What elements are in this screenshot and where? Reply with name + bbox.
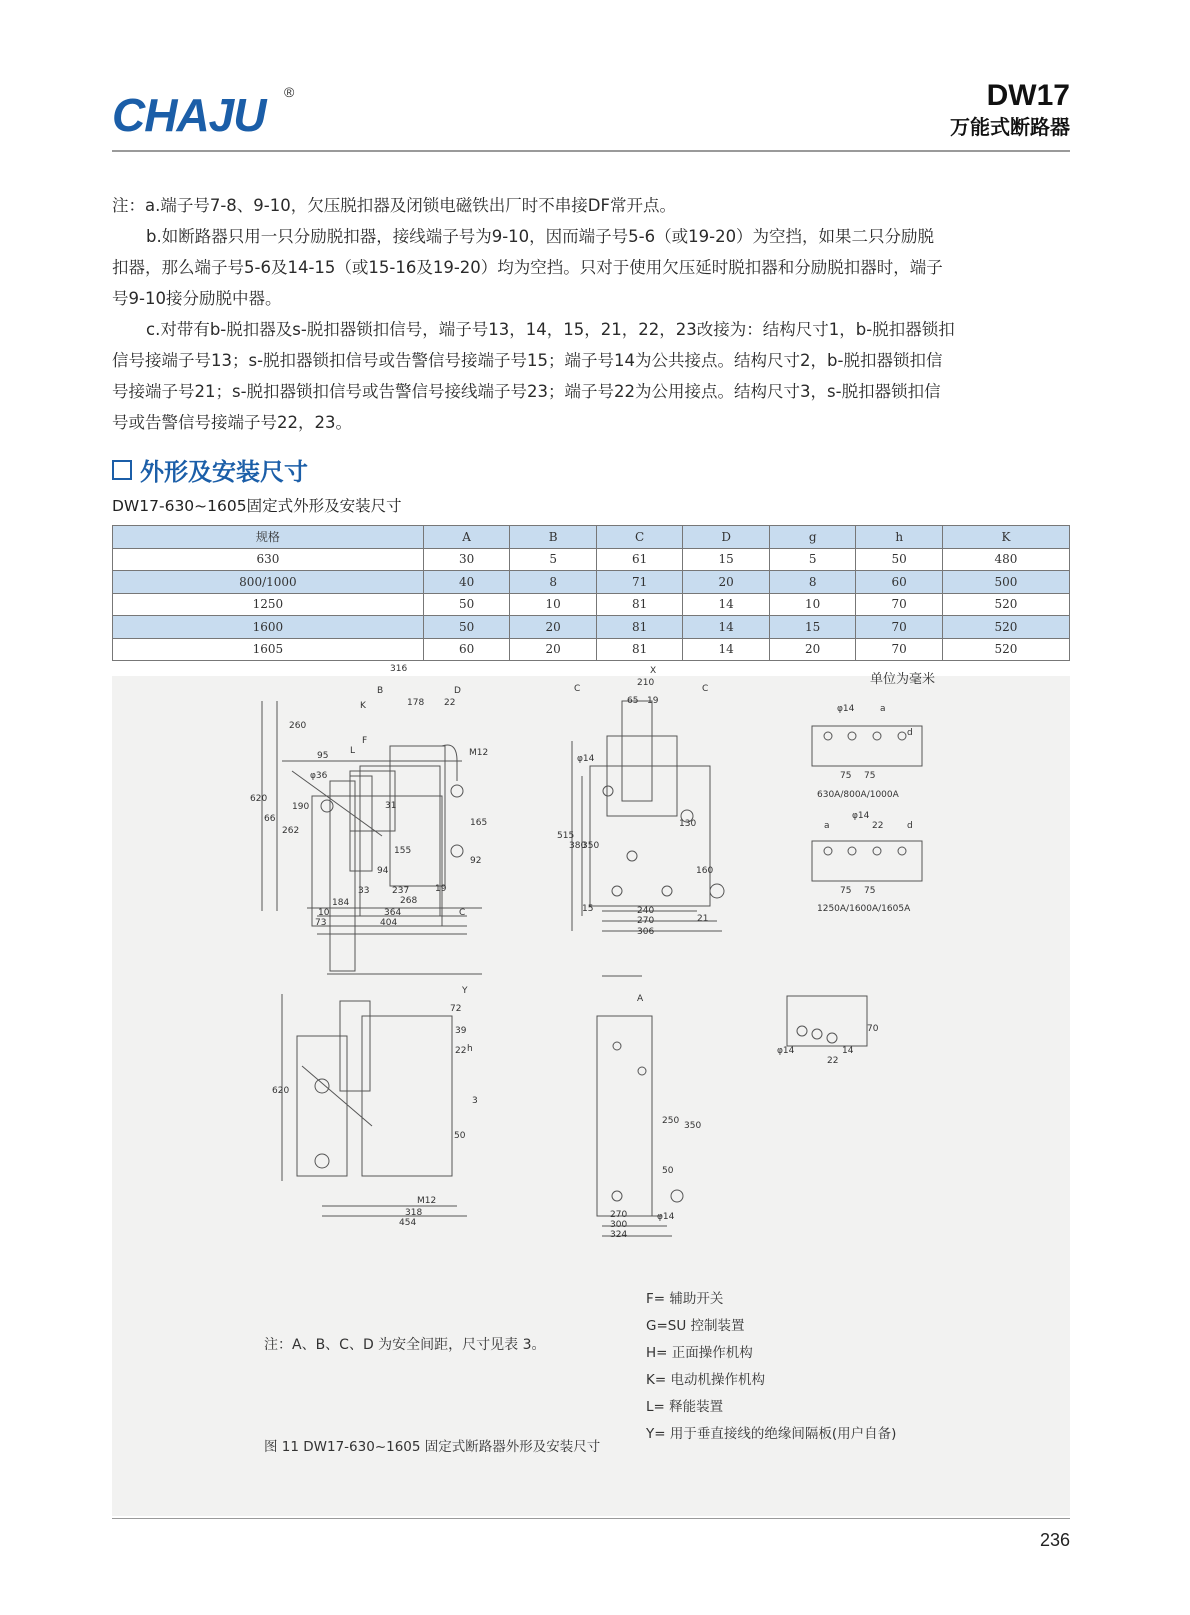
drawing-outline [873,732,881,740]
table-header-cell: B [510,526,597,549]
dim-label: 22 [872,821,884,831]
diameter-label: φ14 [657,1212,675,1222]
table-row [113,548,1070,571]
dim-label: 72 [450,1004,462,1014]
dimensions-table [112,525,1070,661]
dim-label: 22 [827,1056,839,1066]
table-cell: 10 [769,593,856,616]
table-cell: 60 [856,571,943,594]
dim-label: 50 [662,1166,674,1176]
terminal-variant-label: 630A/800A/1000A [817,790,899,800]
table-cell: 30 [423,548,510,571]
legend-item: Y= 用于垂直接线的绝缘间隔板(用户自备) [646,1426,897,1442]
table-cell: 50 [423,616,510,639]
table-row [113,638,1070,661]
table-header-cell: h [856,526,943,549]
dim-label: 15 [582,904,594,914]
dim-label: 350 [582,841,600,851]
dim-label: 75 [840,771,852,781]
figure-note: 注：A、B、C、D 为安全间距，尺寸见表 3。 [264,1337,546,1353]
table-header-cell: A [423,526,510,549]
drawing-outline [638,1067,646,1075]
drawing-outline [350,776,372,871]
legend-item: G=SU 控制装置 [646,1318,745,1334]
table-cell: 630 [113,548,424,571]
table-cell: 50 [856,548,943,571]
drawing-outline [597,1016,652,1216]
drawing-outline [848,847,856,855]
table-cell: 20 [510,638,597,661]
table-header-cell: g [769,526,856,549]
dim-label: 66 [264,814,276,824]
table-cell: 14 [683,616,770,639]
drawing-outline [812,1029,822,1039]
registered-mark: ® [284,84,295,100]
table-row [113,593,1070,616]
drawing-letter: a [824,821,830,831]
drawing-letter: L [350,746,356,756]
drawing-outline [315,1079,329,1093]
drawing-outline [627,851,637,861]
drawing-outline [330,781,355,971]
dim-label: 380 [569,841,587,851]
dim-label: 404 [380,918,398,928]
table-cell: 20 [683,571,770,594]
dim-label: 210 [637,678,655,688]
dim-label: 316 [390,664,408,674]
note-b-line3: 号9-10接分励脱中器。 [112,289,282,308]
notes-block [112,190,1070,438]
drawing-outline [824,732,832,740]
table-cell: 500 [942,571,1069,594]
dim-label: 324 [610,1230,628,1240]
drawing-letter: C [702,684,709,694]
drawing-letter: K [360,701,366,711]
legend-item: H= 正面操作机构 [646,1345,753,1361]
dim-label: 3 [472,1096,478,1106]
dim-label: 178 [407,698,425,708]
drawing-outline [340,1001,370,1091]
table-cell: 50 [423,593,510,616]
drawing-outline [662,886,672,896]
dim-label: 270 [610,1210,628,1220]
dim-label: 75 [864,886,876,896]
drawing-outline [315,1154,329,1168]
dim-label: 73 [315,918,327,928]
table-cell: 15 [683,548,770,571]
table-cell: 1250 [113,593,424,616]
diameter-label: φ14 [777,1046,795,1056]
note-c-line3: 号接端子号21；s-脱扣器锁扣信号或告警信号接线端子号23；端子号22为公用接点。结构尺寸3，s-脱扣器锁扣信 [112,382,941,401]
drawing-letter: a [880,704,886,714]
figure-caption: 图 11 DW17-630~1605 固定式断路器外形及安装尺寸 [264,1439,601,1455]
table-header-row [113,526,1070,549]
drawing-outline [590,766,710,906]
dim-label: 237 [392,886,410,896]
table-cell: 40 [423,571,510,594]
drawing-outline [451,785,463,797]
drawing-outline [898,847,906,855]
table-cell: 800/1000 [113,571,424,594]
note-c-line4: 号或告警信号接端子号22，23。 [112,413,352,432]
legend-item: K= 电动机操作机构 [646,1372,765,1388]
table-cell: 71 [596,571,683,594]
table-cell: 20 [510,616,597,639]
table-cell: 520 [942,616,1069,639]
dimension-drawing-figure [112,664,1070,1516]
dim-label: 19 [647,696,659,706]
header-divider [112,150,1070,152]
diameter-label: φ14 [852,811,870,821]
dim-label: 454 [399,1218,417,1228]
dim-label: 130 [679,819,697,829]
table-header-cell: D [683,526,770,549]
drawing-outline [603,786,613,796]
drawing-letter: Y [462,986,468,996]
drawing-outline [612,1191,622,1201]
table-cell: 5 [769,548,856,571]
section-title-text: 外形及安装尺寸 [140,458,308,486]
legend-item: L= 释能装置 [646,1399,724,1415]
drawing-outline [612,886,622,896]
drawing-outline [321,800,333,812]
dim-label: 92 [470,856,482,866]
drawing-letter: B [377,686,384,696]
drawing-outline [671,1190,683,1202]
dim-label: 184 [332,898,350,908]
drawing-outline [797,1026,807,1036]
table-cell: 1605 [113,638,424,661]
dim-label: 306 [637,927,655,937]
drawing-outline [442,745,457,781]
dim-label: 250 [662,1116,680,1126]
drawing-outline [451,845,463,857]
dim-label: 21 [697,914,709,924]
table-caption: DW17-630~1605固定式外形及安装尺寸 [112,497,402,515]
dim-label: 190 [292,802,310,812]
table-cell: 1600 [113,616,424,639]
dim-label: 318 [405,1208,423,1218]
dim-label: 31 [385,801,397,811]
drawing-outline [873,847,881,855]
dim-label: 515 [557,831,575,841]
drawing-letter: d [907,821,913,831]
dim-label: 160 [696,866,714,876]
drawing-outline [362,1016,452,1176]
table-cell: 15 [769,616,856,639]
dim-label: 94 [377,866,389,876]
note-c-line2: 信号接端子号13；s-脱扣器锁扣信号或告警信号接端子号15；端子号14为公共接点。结构尺寸2，b-脱扣器锁扣信 [112,351,943,370]
table-cell: 480 [942,548,1069,571]
logo-wordmark: CHAJU [112,89,266,141]
table-header-cell: K [942,526,1069,549]
drawing-outline [622,701,652,801]
dim-label: 50 [454,1131,466,1141]
dim-label: 10 [318,908,330,918]
table-header-cell: 规格 [113,526,424,549]
table-cell: 8 [510,571,597,594]
drawing-letter: h [467,1044,473,1054]
drawing-outline [848,732,856,740]
drawing-letter: X [650,666,657,676]
table-cell: 5 [510,548,597,571]
drawing-letter: C [459,908,466,918]
dim-label: 155 [394,846,412,856]
table-cell: 20 [769,638,856,661]
page-number: 236 [1039,1530,1070,1550]
dim-label: 260 [289,721,307,731]
dim-label: 262 [282,826,300,836]
table-cell: 520 [942,638,1069,661]
dim-label: 270 [637,916,655,926]
diameter-label: φ14 [837,704,855,714]
dim-label: 75 [864,771,876,781]
model-number: DW17 [986,79,1070,112]
drawing-letter: d [907,728,913,738]
table-cell: 10 [510,593,597,616]
diameter-label: φ36 [310,771,328,781]
table-cell: 70 [856,638,943,661]
drawing-outline [390,746,445,886]
table-cell: 520 [942,593,1069,616]
unit-note: 单位为毫米 [870,672,936,687]
table-row [113,616,1070,639]
thread-label: M12 [417,1196,437,1206]
table-row [113,571,1070,594]
dim-label: 300 [610,1220,628,1230]
footer-divider [112,1518,1070,1519]
dim-label: 240 [637,906,655,916]
section-checkbox-icon [112,460,132,480]
table-cell: 70 [856,593,943,616]
dim-label: 22 [455,1046,467,1056]
drawing-outline [710,884,724,898]
terminal-variant-label: 1250A/1600A/1605A [817,904,911,914]
note-c-line1: c.对带有b-脱扣器及s-脱扣器锁扣信号，端子号13，14，15，21，22，23改接为：结构尺寸1，b-脱扣器锁扣 [146,320,955,339]
table-cell: 81 [596,638,683,661]
dim-label: 620 [272,1086,290,1096]
dim-label: 14 [842,1046,854,1056]
table-cell: 81 [596,616,683,639]
legend-item: F= 辅助开关 [646,1291,724,1307]
title-block [950,78,1070,140]
dim-label: 22 [444,698,456,708]
table-cell: 14 [683,638,770,661]
dim-label: 620 [250,794,268,804]
diameter-label: φ14 [577,754,595,764]
dim-label: 39 [455,1026,467,1036]
dim-label: 70 [867,1024,879,1034]
dim-label: 75 [840,886,852,896]
note-a: 注：a.端子号7-8、9-10，欠压脱扣器及闭锁电磁铁出厂时不串接DF常开点。 [112,196,676,215]
table-cell: 70 [856,616,943,639]
dim-label: 95 [317,751,329,761]
drawing-letter: C [574,684,581,694]
thread-label: M12 [469,748,489,758]
table-cell: 8 [769,571,856,594]
table-cell: 81 [596,593,683,616]
section-title [112,452,308,487]
note-b-line2: 扣器，那么端子号5-6及14-15（或15-16及19-20）均为空挡。只对于使用欠压延时脱扣器和分励脱扣器时，端子 [112,258,943,277]
drawing-outline [824,847,832,855]
table-header-cell: C [596,526,683,549]
page-header [112,78,1070,152]
drawing-letter: A [637,994,644,1004]
drawing-outline [613,1042,621,1050]
drawing-outline [898,732,906,740]
brand-logo [112,84,295,148]
table-cell: 61 [596,548,683,571]
dim-label: 33 [358,886,370,896]
drawing-letter: D [454,686,461,696]
dim-label: 65 [627,696,639,706]
drawing-letter: F [362,736,368,746]
product-name: 万能式断路器 [950,115,1070,139]
dim-label: 364 [384,908,402,918]
table-cell: 14 [683,593,770,616]
dim-label: 350 [684,1121,702,1131]
dim-label: 19 [435,884,447,894]
note-b-line1: b.如断路器只用一只分励脱扣器，接线端子号为9-10，因而端子号5-6（或19-20）为空挡，如果二只分励脱 [146,227,935,246]
dim-label: 165 [470,818,488,828]
drawing-outline [607,736,677,816]
table-cell: 60 [423,638,510,661]
dim-label: 268 [400,896,418,906]
drawing-outline [827,1033,837,1043]
